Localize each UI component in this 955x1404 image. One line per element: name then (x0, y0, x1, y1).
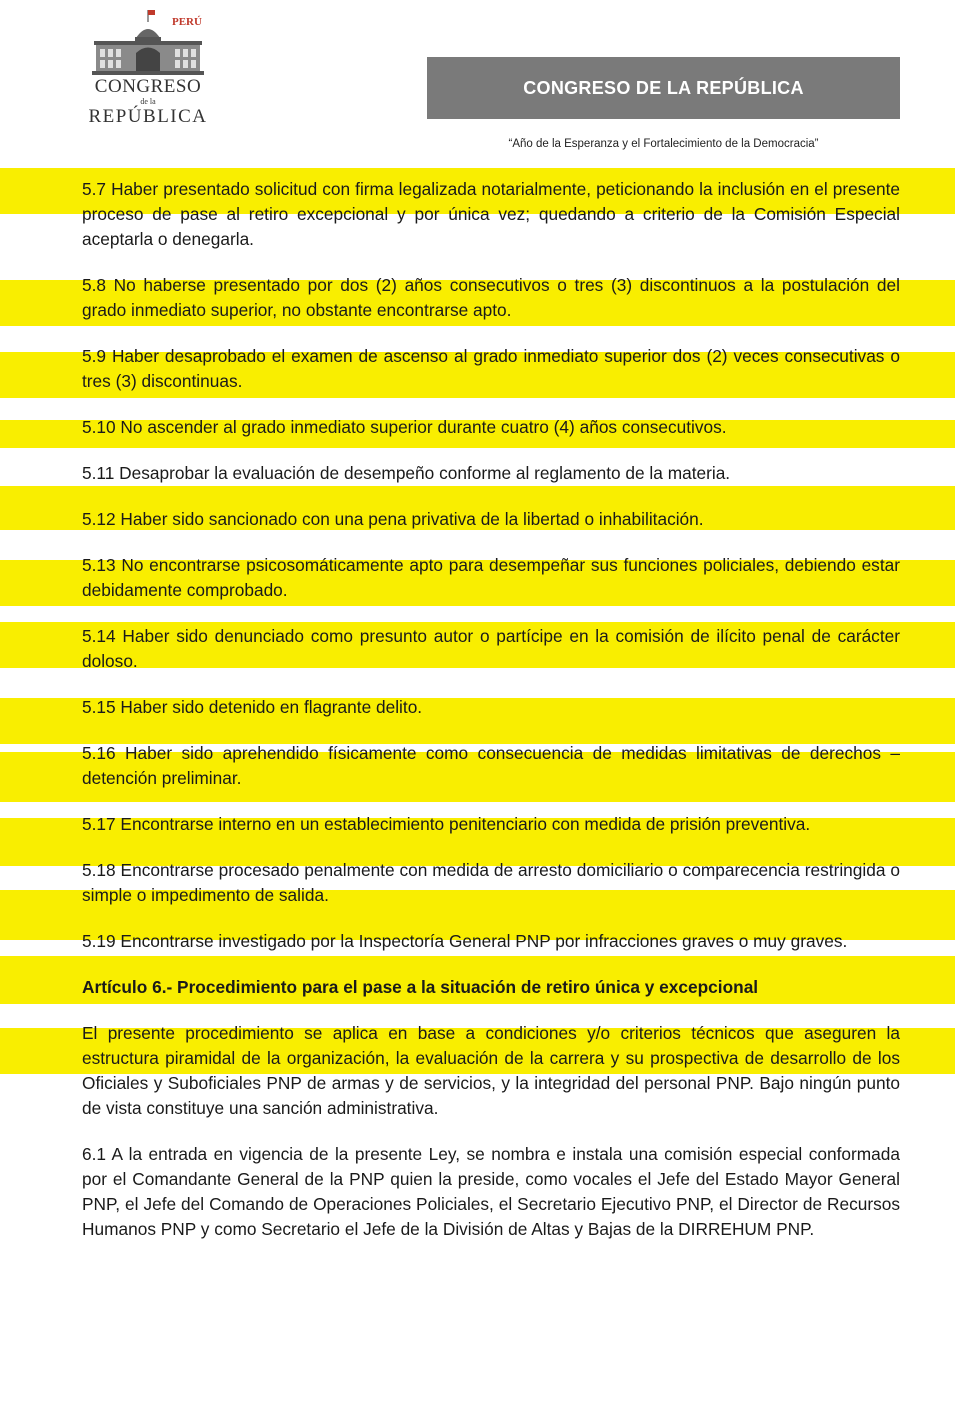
list-item: 5.16 Haber sido aprehendido físicamente como consecuencia de medidas limitativas de derechos – detención preliminar. (82, 743, 900, 788)
list-item: 5.10 No ascender al grado inmediato superior durante cuatro (4) años consecutivos. (82, 417, 727, 437)
logo-country: PERÚ (172, 16, 202, 28)
list-item: 5.14 Haber sido denunciado como presunto autor o partícipe en la comisión de ilícito penal de carácter doloso. (82, 626, 900, 671)
list-item: 5.15 Haber sido detenido en flagrante delito. (82, 697, 423, 717)
list-item: 5.13 No encontrarse psicosomáticamente apto para desempeñar sus funciones policiales, debiendo estar debidamente comprobado. (82, 555, 900, 600)
list-item: 5.7 Haber presentado solicitud con firma legalizada notarialmente, peticionando la inclusión en el presente proceso de pase al retiro excepcional y por única vez; quedando a criterio de la Comisión Especial aceptarla o denegarla. (82, 179, 900, 249)
article-heading: Artículo 6.- Procedimiento para el pase a la situación de retiro única y excepcional (82, 977, 759, 997)
list-item: 5.8 No haberse presentado por dos (2) años consecutivos o tres (3) discontinuos a la postulación del grado inmediato superior, no obstante encontrarse apto. (82, 275, 900, 320)
list-item: 5.19 Encontrarse investigado por la Inspectoría General PNP por infracciones graves o muy graves. (82, 931, 848, 951)
list-item: 5.11 Desaprobar la evaluación de desempeño conforme al reglamento de la materia. (82, 463, 731, 483)
list-item: 5.18 Encontrarse procesado penalmente con medida de arresto domiciliario o comparecencia restringida o simple o impedimento de salida. (82, 860, 900, 905)
article-paragraph: 6.1 A la entrada en vigencia de la presente Ley, se nombra e instala una comisión especial conformada por el Comandante General de la PNP quien la preside, como vocales el Jefe del Estado Mayor General PNP, el Jefe del Comando de Operaciones Policiales, el Secretario Ejecutivo PNP, el Director de Recursos Humanos PNP y como Secretario el Jefe de la División de Altas y Bajas de la DIRREHUM PNP. (82, 1144, 900, 1239)
header-motto: “Año de la Esperanza y el Fortalecimiento de la Democracia” (508, 138, 819, 150)
list-item: 5.12 Haber sido sancionado con una pena privativa de la libertad o inhabilitación. (82, 509, 704, 529)
document-body (82, 177, 900, 1263)
list-item: 5.9 Haber desaprobado el examen de ascenso al grado inmediato superior dos (2) veces consecutivas o tres (3) discontinuas. (82, 346, 900, 391)
congress-logo (88, 8, 208, 126)
logo-line-dela: de la (140, 97, 156, 106)
logo-line-congreso: CONGRESO (94, 76, 202, 97)
header-banner: CONGRESO DE LA REPÚBLICA (427, 57, 900, 119)
list-item: 5.17 Encontrarse interno en un establecimiento penitenciario con medida de prisión preventiva. (82, 814, 811, 834)
logo-line-republica: REPÚBLICA (88, 106, 208, 127)
article-paragraph: El presente procedimiento se aplica en base a condiciones y/o criterios técnicos que aseguren la estructura piramidal de la organización, la evaluación de la carrera y su prospectiva de desarrollo de los Oficiales y Suboficiales PNP de armas y de servicios, y la integridad del personal PNP. Bajo ningún punto de vista constituye una sanción administrativa. (82, 1023, 900, 1118)
